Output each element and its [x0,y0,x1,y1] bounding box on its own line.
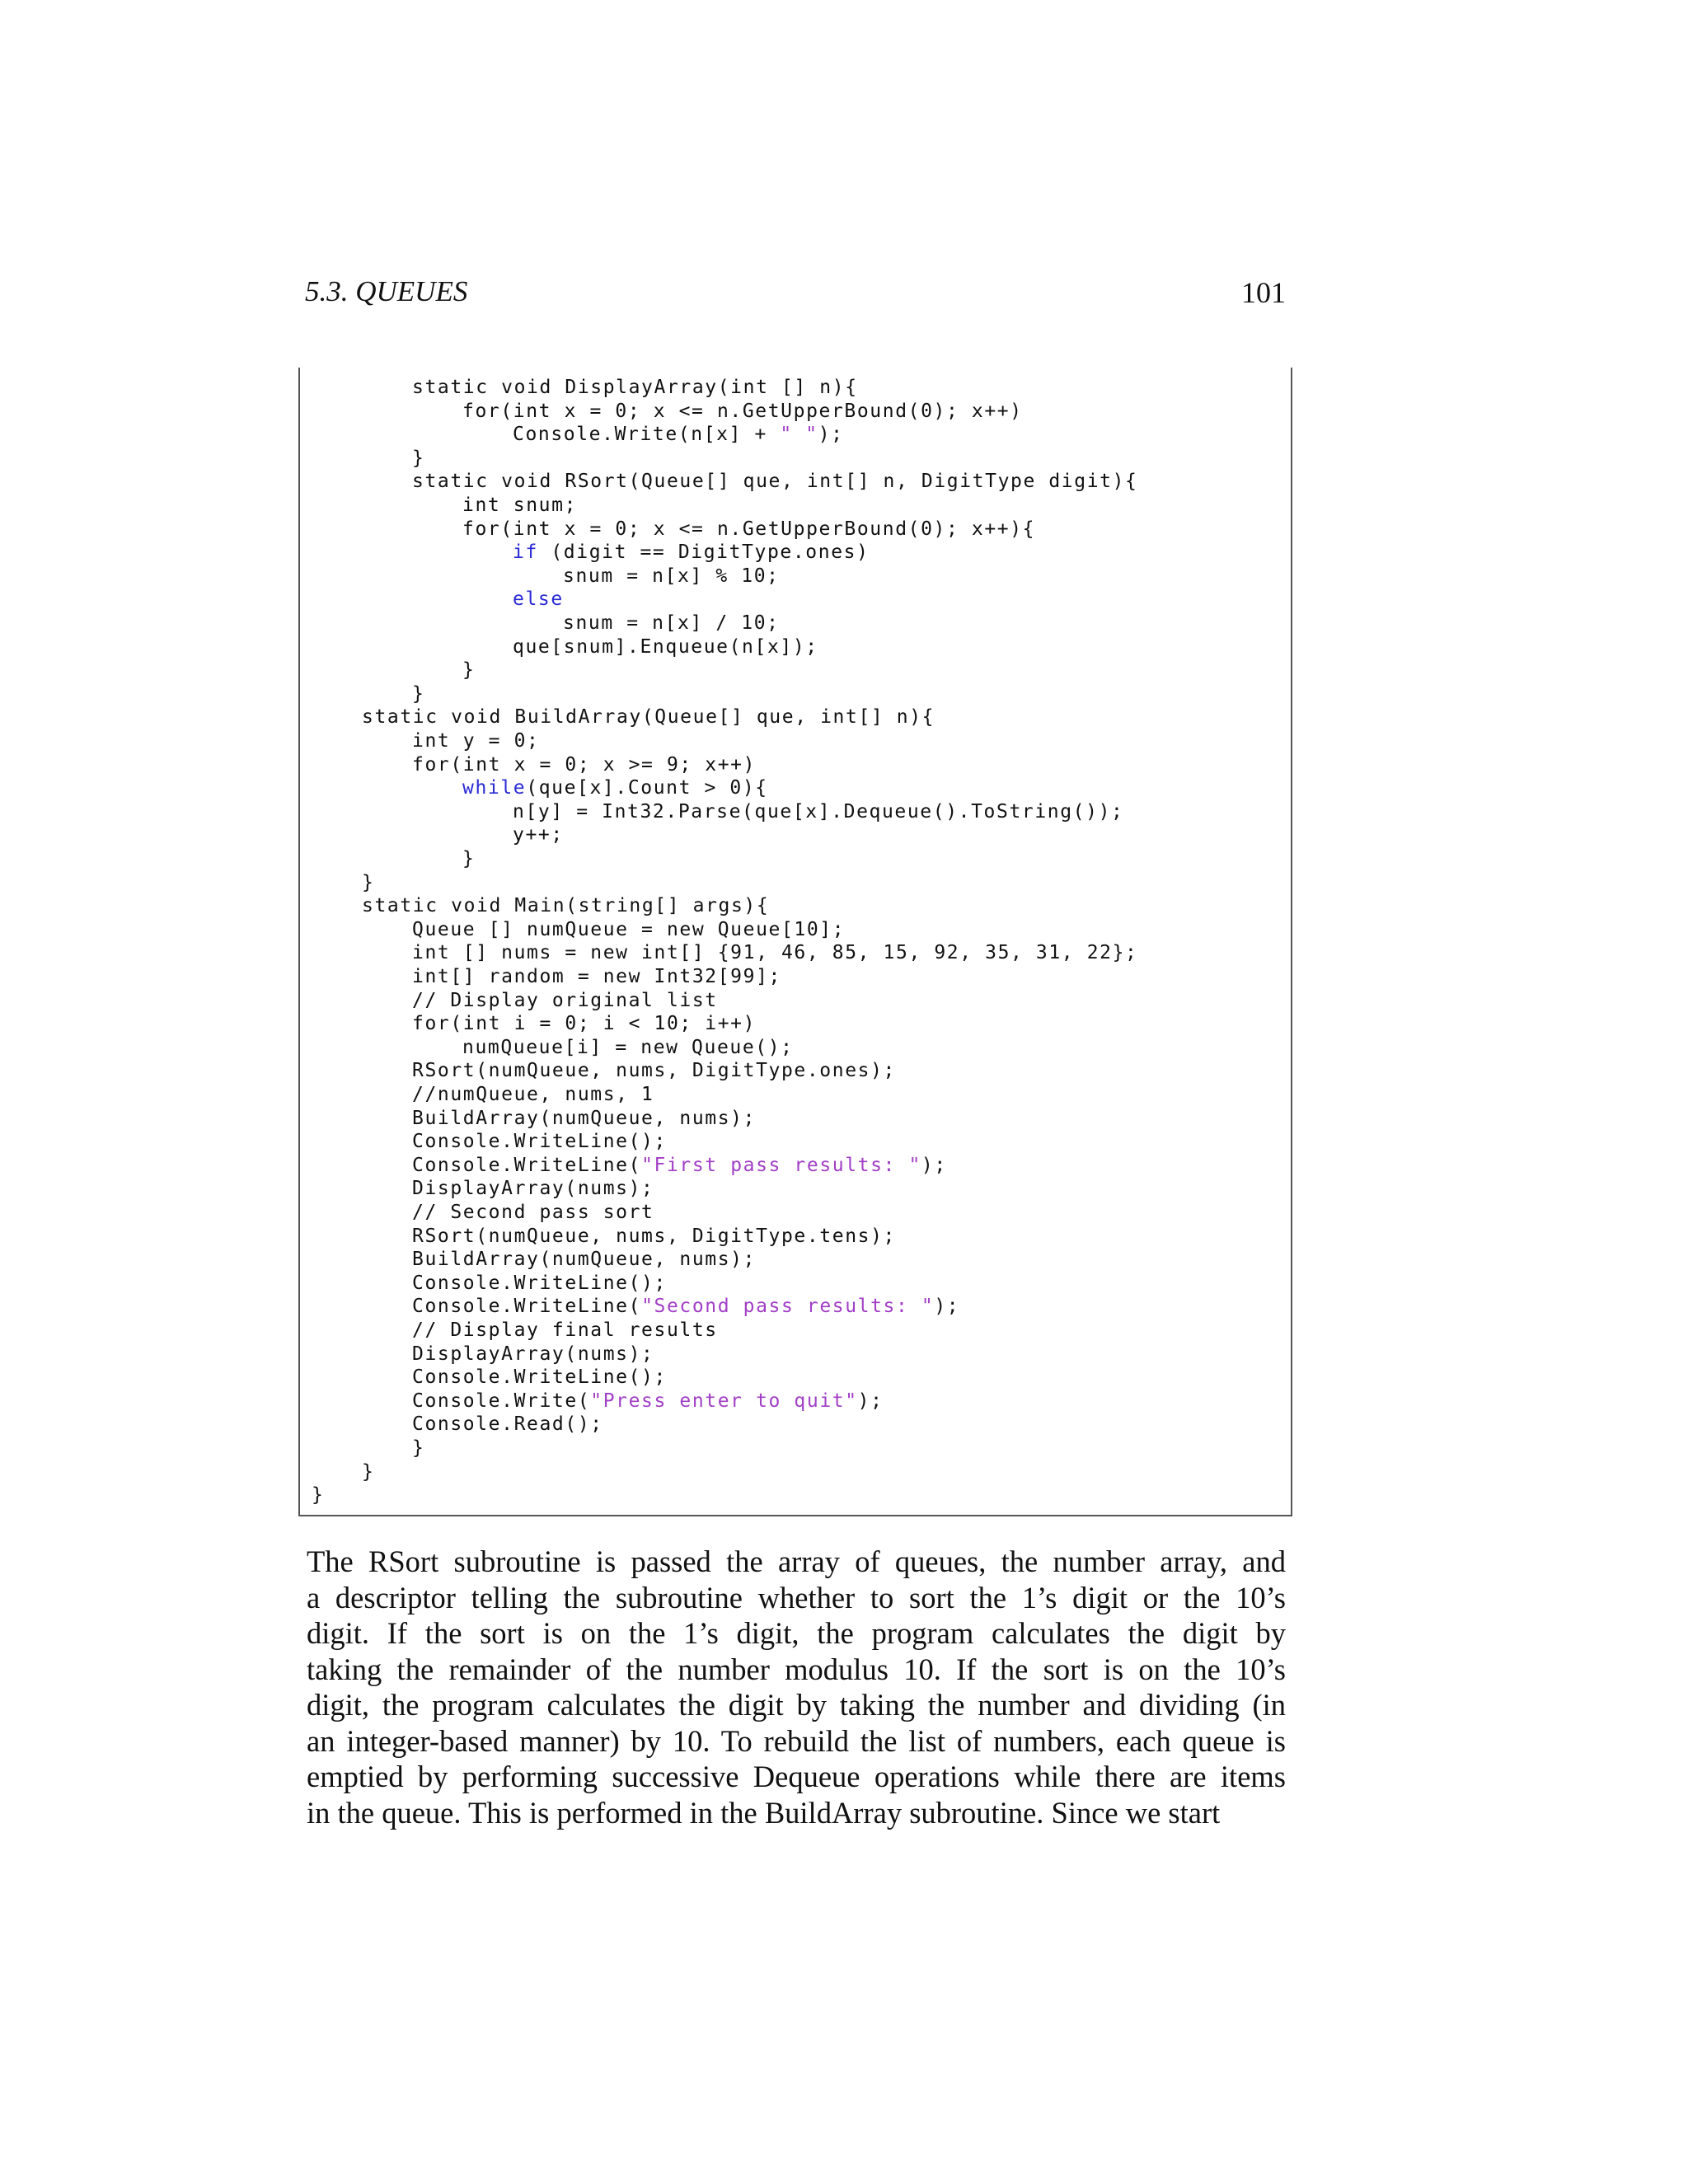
code-line [513,588,564,612]
code-text: int snum; [462,494,578,516]
code-text: n[y] = Int32.Parse(que[x].Dequeue().ToString()); [513,800,1124,823]
code-line [412,1201,654,1225]
code-text: RSort(numQueue, nums, DigitType.tens); [412,1225,896,1247]
code-line [412,1059,896,1083]
code-line [412,682,424,706]
code-text: } [462,848,476,869]
code-text: Console.WriteLine( [412,1296,642,1318]
code-text: } [412,682,425,705]
code-line [462,1036,794,1060]
code-line [412,1248,756,1272]
code-text: static void DisplayArray(int [] n){ [412,377,858,398]
code-text: } [362,1460,375,1483]
code-text: // Display final results [412,1319,718,1341]
code-line [513,541,870,565]
code-line [513,800,1123,824]
code-line [412,1390,884,1413]
paragraph-line: an integer-based manner) by 10. To rebuild the list of numbers, each queue is [307,1723,1286,1758]
code-text: static void Main(string[] args){ [362,895,770,917]
code-line [312,1483,324,1507]
code-line [563,565,780,588]
code-text: Console.WriteLine(); [412,1366,667,1389]
code-text: RSort(numQueue, nums, DigitType.ones); [412,1060,896,1082]
code-keyword: else [513,588,564,611]
code-text: BuildArray(numQueue, nums); [412,1249,757,1271]
paragraph-line: in the queue. This is performed in the BuildArray subroutine. Since we start [307,1795,1221,1830]
code-line [563,612,780,635]
code-text: snum = n[x] / 10; [563,612,780,634]
code-text: } [312,1484,325,1507]
code-text: } [362,871,375,893]
code-keyword: while [462,777,527,799]
paragraph-line: digit. If the sort is on the 1’s digit, the program calculates the digit by [307,1616,1286,1650]
code-line [362,705,935,729]
code-line [412,753,756,777]
code-line [412,1083,654,1107]
paragraph-line: a descriptor telling the subroutine whether to sort the 1’s digit or the 10’s [307,1580,1286,1615]
code-line [462,847,475,871]
code-string: "Second pass results: " [641,1296,935,1318]
code-text: //numQueue, nums, 1 [412,1084,654,1105]
code-text: static void BuildArray(Queue[] que, int[] n){ [362,706,935,729]
code-text: Console.WriteLine(); [412,1131,667,1153]
code-line [412,1343,654,1366]
code-text: for(int x = 0; x <= n.GetUpperBound(0); x++){ [462,518,1036,540]
code-string: " " [780,424,818,446]
code-line [513,423,844,447]
code-text: BuildArray(numQueue, nums); [412,1107,757,1129]
code-line [412,1107,756,1131]
code-text: Console.Read(); [412,1413,603,1436]
code-line [412,1295,959,1319]
code-text: numQueue[i] = new Queue(); [462,1036,794,1058]
code-line [412,1436,424,1460]
body-paragraph [307,1544,1286,1830]
paragraph-line: The RSort subroutine is passed the array of queues, the number array, and [307,1544,1286,1578]
page-number: 101 [1241,276,1286,309]
code-text: snum = n[x] % 10; [563,565,780,587]
code-keyword: if [513,541,538,564]
code-line [412,1012,756,1036]
code-string: "First pass results: " [641,1154,921,1176]
code-line [462,658,475,682]
code-line [412,376,858,400]
code-text: int [] nums = new int[] {91, 46, 85, 15, 92, 35, 31, 22}; [412,942,1138,964]
code-text: // Display original list [412,989,718,1011]
code-text: for(int x = 0; x <= n.GetUpperBound(0); x++) [462,400,1023,422]
code-text: Console.Write(n[x] + [513,424,781,446]
code-line [412,447,424,471]
code-line [412,1154,947,1178]
code-line [462,518,1035,541]
code-text: ); [857,1390,884,1412]
paragraph-line: taking the remainder of the number modulus 10. If the sort is on the 10’s [307,1652,1286,1686]
code-text: int[] random = new Int32[99]; [412,966,781,987]
code-line [412,941,1138,965]
code-text: (digit == DigitType.ones) [537,541,870,564]
code-text: static void RSort(Queue[] que, int[] n, DigitType digit){ [412,471,1138,493]
code-line [412,1177,654,1201]
code-text: que[snum].Enqueue(n[x]); [513,635,818,658]
code-string: "Press enter to quit" [590,1390,858,1412]
code-text: ); [921,1154,947,1176]
code-line [513,823,564,847]
code-line [362,871,374,895]
page-header [305,275,1286,316]
code-text: } [462,659,476,682]
code-text: DisplayArray(nums); [412,1178,654,1200]
code-line [412,1225,896,1249]
code-text: ); [818,424,844,446]
code-text: } [412,447,425,469]
code-text: int y = 0; [412,730,540,752]
code-text: } [412,1437,425,1459]
code-line [462,400,1023,424]
code-text: DisplayArray(nums); [412,1343,654,1365]
section-title: 5.3. QUEUES [305,275,468,307]
code-line [412,989,718,1013]
code-text: // Second pass sort [412,1202,654,1223]
code-listing [298,368,1292,1516]
code-text: y++; [513,824,564,846]
code-text: for(int x = 0; x >= 9; x++) [412,753,757,776]
code-line [412,918,845,942]
code-line [362,1460,374,1484]
code-line [412,1413,603,1436]
code-line [412,470,1138,494]
code-line [412,965,781,989]
code-text: for(int i = 0; i < 10; i++) [412,1013,757,1035]
code-text: ); [934,1296,960,1318]
code-text: Queue [] numQueue = new Queue[10]; [412,918,846,940]
code-line [412,1272,667,1296]
code-line [462,776,768,800]
code-text: Console.WriteLine( [412,1154,642,1176]
code-line [362,894,769,918]
code-line [412,1366,667,1390]
code-line [412,1130,667,1154]
code-line [462,494,577,518]
code-line [513,635,818,659]
paragraph-line: emptied by performing successive Dequeue operations while there are items [307,1760,1286,1793]
code-text: (que[x].Count > 0){ [526,777,768,799]
paragraph-line: digit, the program calculates the digit by taking the number and dividing (in [307,1688,1286,1722]
code-text: Console.WriteLine(); [412,1272,667,1294]
code-text: Console.Write( [412,1390,591,1412]
code-line [412,1319,718,1343]
code-line [412,729,539,753]
